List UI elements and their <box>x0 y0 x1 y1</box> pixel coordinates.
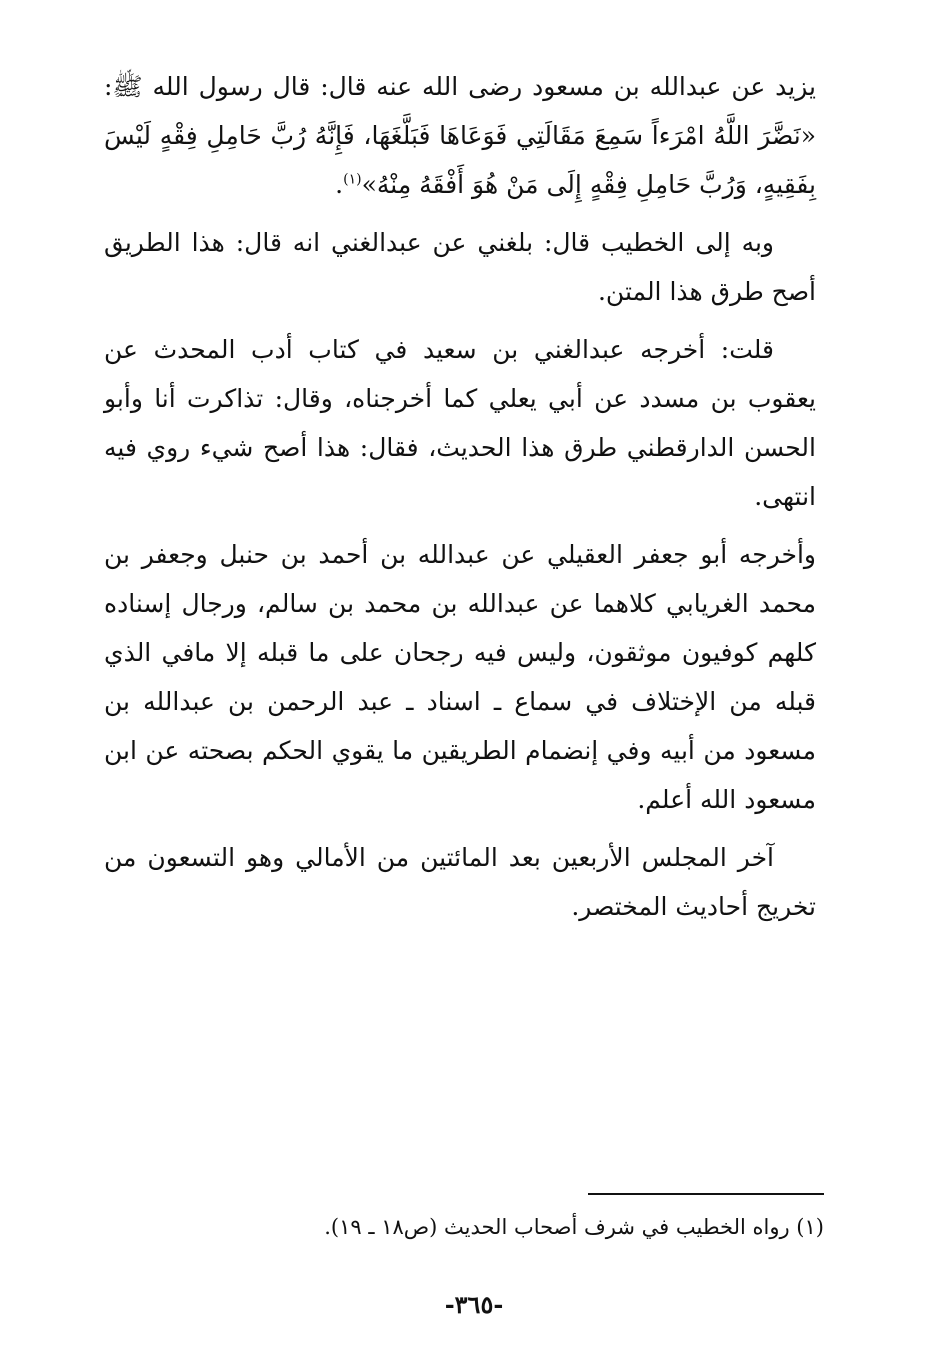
paragraph-qultu: قلت: أخرجه عبدالغني بن سعيد في كتاب أدب المحدث عن يعقوب بن مسدد عن أبي يعلي كما أخرجناه، وقال: تذاكرت أنا وأبو الحسن الدارقطني طرق هذا الحديث، فقال: هذا أصح شيء روي فيه انتهى. <box>104 335 816 511</box>
paragraph-aqili: وأخرجه أبو جعفر العقيلي عن عبدالله بن أحمد بن حنبل وجعفر بن محمد الغريابي كلاهما عن عبدالله بن محمد بن سالم، ورجال إسناده كلهم كوفيون موثقون، وليس فيه رجحان على ما قبله إلا مافي الذي قبله من الإختلاف في سماع ـ اسناد ـ عبد الرحمن بن عبدالله بن مسعود من أبيه وفي إنضمام الطريقين ما يقوي الحكم بصحته عن ابن مسعود الله أعلم. <box>104 540 817 814</box>
paragraph-khatib: وبه إلى الخطيب قال: بلغني عن عبدالغني انه قال: هذا الطريق أصح طرق هذا المتن. <box>104 228 816 306</box>
footnote-reference: (١) <box>343 171 362 188</box>
footnote: (١) رواه الخطيب في شرف أصحاب الحديث (ص١٨ ـ ١٩). <box>324 1215 824 1239</box>
paragraph-hadith-text: يزيد عن عبدالله بن مسعود رضى الله عنه قال: قال رسول الله ﷺ: «نَضَّرَ اللَّهُ امْرَءاً سَمِعَ مَقَالَتِي فَوَعَاهَا فَبَلَّغَهَا، فَإِنَّهُ رُبَّ حَامِلِ فِقْهٍ لَيْسَ بِفَقِيهٍ، وَرُبَّ حَامِلِ فِقْهٍ إِلَى مَنْ هُوَ أَفْقَهُ مِنْهُ» <box>104 72 816 199</box>
footnote-divider <box>588 1193 824 1195</box>
paragraph-hadith-tail: . <box>335 170 344 199</box>
page-number: -٣٦٥- <box>444 1290 504 1319</box>
paragraph-closing: آخر المجلس الأربعين بعد المائتين من الأمالي وهو التسعون من تخريج أحاديث المختصر. <box>104 843 816 921</box>
main-text <box>104 62 816 940</box>
paragraph-hadith <box>104 62 816 209</box>
